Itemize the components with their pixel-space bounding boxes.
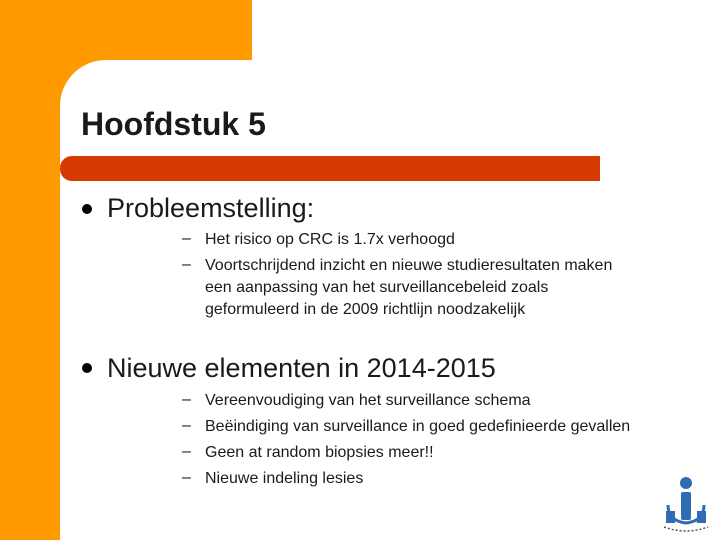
dash-bullet: – [182, 391, 191, 408]
bullet-dot [82, 204, 92, 214]
list-item: Geen at random biopsies meer!! [205, 444, 434, 461]
dash-bullet: – [182, 443, 191, 460]
list-item: Beëindiging van surveillance in goed gedefinieerde gevallen [205, 418, 631, 435]
bullet-dot [82, 363, 92, 373]
list-item-continuation: geformuleerd in de 2009 richtlijn noodzakelijk [205, 301, 526, 318]
title-underline-bar [60, 156, 600, 181]
dash-bullet: – [182, 256, 191, 273]
dash-bullet: – [182, 417, 191, 434]
list-item: Het risico op CRC is 1.7x verhoogd [205, 231, 455, 248]
list-item: Vereenvoudiging van het surveillance schema [205, 392, 531, 409]
slide-title: Hoofdstuk 5 [81, 106, 266, 142]
dash-bullet: – [182, 230, 191, 247]
list-item: Voortschrijdend inzicht en nieuwe studieresultaten maken [205, 257, 613, 274]
list-item: Nieuwe indeling lesies [205, 470, 364, 487]
section-heading-probleemstelling: Probleemstelling: [107, 193, 315, 223]
section-heading-nieuwe-elementen: Nieuwe elementen in 2014-2015 [107, 353, 496, 383]
list-item-continuation: een aanpassing van het surveillancebeleid zoals [205, 279, 549, 296]
dash-bullet: – [182, 469, 191, 486]
organization-logo-icon [660, 475, 712, 535]
